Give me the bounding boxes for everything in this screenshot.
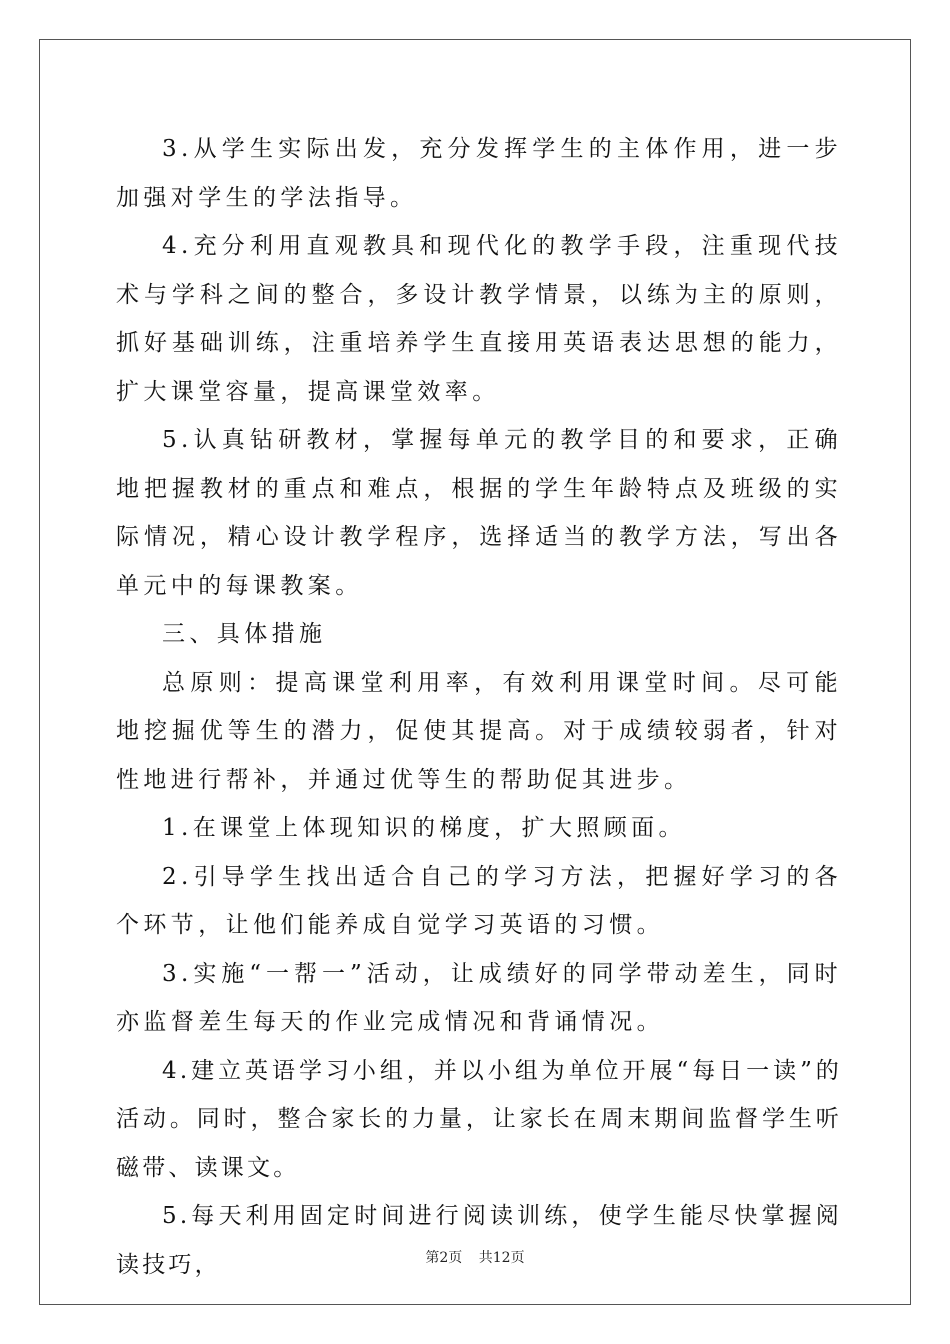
page-total: 共12页 — [478, 1250, 525, 1266]
paragraph: 4.充分利用直观教具和现代化的教学手段，注重现代技术与学科之间的整合，多设计教学情景，以练为主的原则，抓好基础训练，注重培养学生直接用英语表达思想的能力，扩大课堂容量，提高课堂效率。 — [116, 233, 842, 405]
document-body — [116, 125, 842, 1289]
paragraph: 1.在课堂上体现知识的梯度，扩大照顾面。 — [162, 815, 686, 841]
section-heading: 三、具体措施 — [162, 621, 327, 647]
page-footer — [0, 1247, 950, 1267]
paragraph: 4.建立英语学习小组，并以小组为单位开展“每日一读”的活动。同时，整合家长的力量，让家长在周末期间监督学生听磁带、读课文。 — [116, 1057, 842, 1181]
paragraph: 5.认真钻研教材，掌握每单元的教学目的和要求，正确地把握教材的重点和难点，根据的学生年龄特点及班级的实际情况，精心设计教学程序，选择适当的教学方法，写出各单元中的每课教案。 — [116, 427, 842, 599]
paragraph: 总原则：提高课堂利用率，有效利用课堂时间。尽可能地挖掘优等生的潜力，促使其提高。对于成绩较弱者，针对性地进行帮补，并通过优等生的帮助促其进步。 — [116, 669, 842, 793]
paragraph: 3.从学生实际出发，充分发挥学生的主体作用，进一步加强对学生的学法指导。 — [116, 136, 842, 211]
paragraph: 5.每天利用固定时间进行阅读训练，使学生能尽快掌握阅读技巧， — [116, 1203, 842, 1278]
paragraph: 3.实施“一帮一”活动，让成绩好的同学带动差生，同时亦监督差生每天的作业完成情况和背诵情况。 — [116, 960, 842, 1035]
paragraph: 2.引导学生找出适合自己的学习方法，把握好学习的各个环节，让他们能养成自觉学习英语的习惯。 — [116, 863, 842, 938]
page-number: 第2页 — [425, 1250, 463, 1266]
